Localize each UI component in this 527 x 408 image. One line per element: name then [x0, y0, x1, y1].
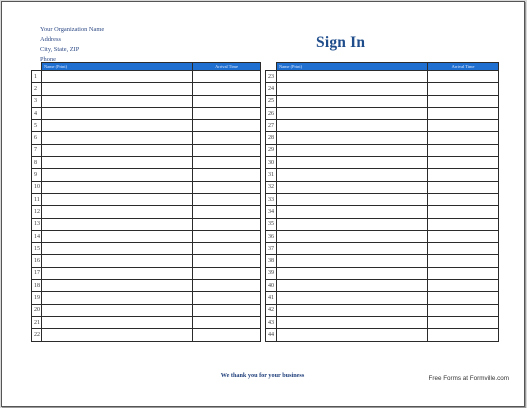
name-cell[interactable]	[42, 157, 193, 169]
arrival-time-cell[interactable]	[428, 95, 499, 107]
arrival-time-cell[interactable]	[193, 218, 261, 230]
name-cell[interactable]	[42, 292, 193, 304]
table-row	[266, 120, 499, 132]
row-number: 4	[32, 107, 42, 119]
arrival-time-cell[interactable]	[193, 243, 261, 255]
table-row	[32, 280, 261, 292]
row-number: 39	[266, 267, 277, 279]
row-number: 41	[266, 292, 277, 304]
row-number: 12	[32, 206, 42, 218]
arrival-time-cell[interactable]	[193, 304, 261, 316]
thank-you-text: We thank you for your business	[220, 372, 305, 379]
arrival-time-cell[interactable]	[428, 120, 499, 132]
row-number: 7	[32, 144, 42, 156]
table-row	[266, 132, 499, 144]
arrival-time-cell[interactable]	[428, 107, 499, 119]
name-cell[interactable]	[277, 206, 428, 218]
name-cell[interactable]	[277, 316, 428, 328]
name-cell[interactable]	[277, 71, 428, 83]
name-cell[interactable]	[42, 83, 193, 95]
name-cell[interactable]	[277, 107, 428, 119]
table-row	[32, 83, 261, 95]
arrival-time-cell[interactable]	[193, 329, 261, 341]
table-row	[266, 169, 499, 181]
arrival-time-cell[interactable]	[193, 280, 261, 292]
arrival-time-cell[interactable]	[193, 71, 261, 83]
arrival-time-cell[interactable]	[193, 95, 261, 107]
organization-name: Your Organization Name	[40, 26, 105, 33]
page-title: Sign In	[316, 34, 366, 51]
arrival-time-cell[interactable]	[428, 292, 499, 304]
table-row	[266, 280, 499, 292]
name-cell[interactable]	[277, 120, 428, 132]
row-number: 29	[266, 144, 277, 156]
name-cell[interactable]	[42, 243, 193, 255]
arrival-time-cell[interactable]	[428, 157, 499, 169]
table-row	[266, 144, 499, 156]
table-row	[32, 267, 261, 279]
row-number: 31	[266, 169, 277, 181]
arrival-time-cell[interactable]	[193, 144, 261, 156]
table-row	[266, 329, 499, 341]
table-row	[32, 144, 261, 156]
row-number: 21	[32, 316, 42, 328]
row-number: 34	[266, 206, 277, 218]
arrival-time-cell[interactable]	[193, 206, 261, 218]
name-cell[interactable]	[42, 329, 193, 341]
arrival-time-cell[interactable]	[428, 316, 499, 328]
row-number: 38	[266, 255, 277, 267]
name-cell[interactable]	[42, 144, 193, 156]
table-row	[32, 329, 261, 341]
name-cell[interactable]	[42, 304, 193, 316]
arrival-time-cell[interactable]	[193, 132, 261, 144]
name-cell[interactable]	[42, 280, 193, 292]
table-row	[32, 71, 261, 83]
name-cell[interactable]	[42, 95, 193, 107]
arrival-time-cell[interactable]	[193, 316, 261, 328]
name-cell[interactable]	[277, 292, 428, 304]
table-row	[266, 230, 499, 242]
table-row	[32, 120, 261, 132]
arrival-time-cell[interactable]	[428, 280, 499, 292]
name-cell[interactable]	[277, 132, 428, 144]
row-number: 30	[266, 157, 277, 169]
row-number: 11	[32, 193, 42, 205]
arrival-time-cell[interactable]	[193, 255, 261, 267]
arrival-time-cell[interactable]	[193, 193, 261, 205]
table-row	[32, 107, 261, 119]
row-number: 27	[266, 120, 277, 132]
row-number: 25	[266, 95, 277, 107]
arrival-time-cell[interactable]	[193, 157, 261, 169]
row-number: 3	[32, 95, 42, 107]
row-number: 6	[32, 132, 42, 144]
table-row	[266, 255, 499, 267]
sign-in-table-right	[265, 62, 499, 342]
arrival-time-cell[interactable]	[428, 206, 499, 218]
table-row	[266, 206, 499, 218]
table-row	[32, 181, 261, 193]
table-row	[266, 157, 499, 169]
arrival-time-cell[interactable]	[428, 255, 499, 267]
name-cell[interactable]	[277, 329, 428, 341]
row-number: 40	[266, 280, 277, 292]
name-column-header: Name (Print)	[277, 63, 428, 71]
organization-phone: Phone	[40, 56, 56, 63]
name-cell[interactable]	[42, 255, 193, 267]
arrival-time-cell[interactable]	[428, 267, 499, 279]
arrival-time-cell[interactable]	[428, 83, 499, 95]
organization-address: Address	[40, 36, 61, 43]
name-column-header: Name (Print)	[42, 63, 193, 71]
table-row	[266, 292, 499, 304]
table-row	[266, 316, 499, 328]
row-number: 17	[32, 267, 42, 279]
organization-block	[40, 25, 104, 65]
table-row	[32, 316, 261, 328]
table-row	[32, 169, 261, 181]
row-number: 44	[266, 329, 277, 341]
table-row	[32, 157, 261, 169]
name-cell[interactable]	[277, 243, 428, 255]
name-cell[interactable]	[277, 255, 428, 267]
row-number: 14	[32, 230, 42, 242]
arrival-time-cell[interactable]	[428, 181, 499, 193]
row-number: 22	[32, 329, 42, 341]
time-column-header: Arrival Time	[428, 63, 499, 71]
row-number: 28	[266, 132, 277, 144]
table-row	[266, 193, 499, 205]
table-row	[266, 95, 499, 107]
row-number-header	[266, 63, 277, 71]
table-row	[32, 255, 261, 267]
name-cell[interactable]	[42, 230, 193, 242]
table-row	[32, 230, 261, 242]
table-row	[266, 71, 499, 83]
table-row	[266, 267, 499, 279]
row-number: 2	[32, 83, 42, 95]
arrival-time-cell[interactable]	[428, 193, 499, 205]
table-row	[266, 107, 499, 119]
arrival-time-cell[interactable]	[428, 144, 499, 156]
row-number: 35	[266, 218, 277, 230]
name-cell[interactable]	[42, 218, 193, 230]
arrival-time-cell[interactable]	[193, 107, 261, 119]
arrival-time-cell[interactable]	[428, 304, 499, 316]
name-cell[interactable]	[277, 157, 428, 169]
row-number-header	[32, 63, 42, 71]
arrival-time-cell[interactable]	[193, 292, 261, 304]
name-cell[interactable]	[277, 304, 428, 316]
table-row	[266, 243, 499, 255]
row-number: 32	[266, 181, 277, 193]
row-number: 10	[32, 181, 42, 193]
name-cell[interactable]	[277, 280, 428, 292]
name-cell[interactable]	[42, 132, 193, 144]
table-row	[32, 292, 261, 304]
table-row	[32, 218, 261, 230]
name-cell[interactable]	[277, 144, 428, 156]
name-cell[interactable]	[277, 267, 428, 279]
name-cell[interactable]	[277, 95, 428, 107]
name-cell[interactable]	[42, 120, 193, 132]
table-row	[32, 132, 261, 144]
row-number: 16	[32, 255, 42, 267]
footer-credit: Free Forms at Formville.com	[428, 375, 509, 382]
name-cell[interactable]	[277, 169, 428, 181]
row-number: 42	[266, 304, 277, 316]
arrival-time-cell[interactable]	[428, 329, 499, 341]
arrival-time-cell[interactable]	[428, 230, 499, 242]
row-number: 5	[32, 120, 42, 132]
name-cell[interactable]	[42, 181, 193, 193]
name-cell[interactable]	[42, 316, 193, 328]
row-number: 1	[32, 71, 42, 83]
row-number: 15	[32, 243, 42, 255]
row-number: 37	[266, 243, 277, 255]
arrival-time-cell[interactable]	[428, 132, 499, 144]
sign-in-table-left	[31, 62, 261, 342]
name-cell[interactable]	[277, 83, 428, 95]
arrival-time-cell[interactable]	[193, 169, 261, 181]
arrival-time-cell[interactable]	[193, 181, 261, 193]
row-number: 23	[266, 71, 277, 83]
table-row	[32, 95, 261, 107]
row-number: 8	[32, 157, 42, 169]
arrival-time-cell[interactable]	[193, 120, 261, 132]
table-row	[266, 83, 499, 95]
arrival-time-cell[interactable]	[193, 230, 261, 242]
name-cell[interactable]	[277, 193, 428, 205]
row-number: 20	[32, 304, 42, 316]
table-row	[32, 304, 261, 316]
arrival-time-cell[interactable]	[193, 83, 261, 95]
table-row	[266, 181, 499, 193]
name-cell[interactable]	[42, 193, 193, 205]
name-cell[interactable]	[42, 206, 193, 218]
time-column-header: Arrival Time	[193, 63, 261, 71]
name-cell[interactable]	[42, 169, 193, 181]
arrival-time-cell[interactable]	[428, 218, 499, 230]
organization-city-state-zip: City, State, ZIP	[40, 46, 80, 53]
arrival-time-cell[interactable]	[193, 267, 261, 279]
name-cell[interactable]	[277, 181, 428, 193]
row-number: 33	[266, 193, 277, 205]
arrival-time-cell[interactable]	[428, 243, 499, 255]
table-row	[266, 304, 499, 316]
row-number: 26	[266, 107, 277, 119]
table-row	[32, 243, 261, 255]
row-number: 36	[266, 230, 277, 242]
table-row	[32, 206, 261, 218]
name-cell[interactable]	[277, 218, 428, 230]
row-number: 18	[32, 280, 42, 292]
arrival-time-cell[interactable]	[428, 71, 499, 83]
row-number: 43	[266, 316, 277, 328]
name-cell[interactable]	[277, 230, 428, 242]
name-cell[interactable]	[42, 107, 193, 119]
row-number: 19	[32, 292, 42, 304]
table-row	[32, 193, 261, 205]
row-number: 24	[266, 83, 277, 95]
table-row	[266, 218, 499, 230]
row-number: 13	[32, 218, 42, 230]
name-cell[interactable]	[42, 267, 193, 279]
arrival-time-cell[interactable]	[428, 169, 499, 181]
name-cell[interactable]	[42, 71, 193, 83]
row-number: 9	[32, 169, 42, 181]
